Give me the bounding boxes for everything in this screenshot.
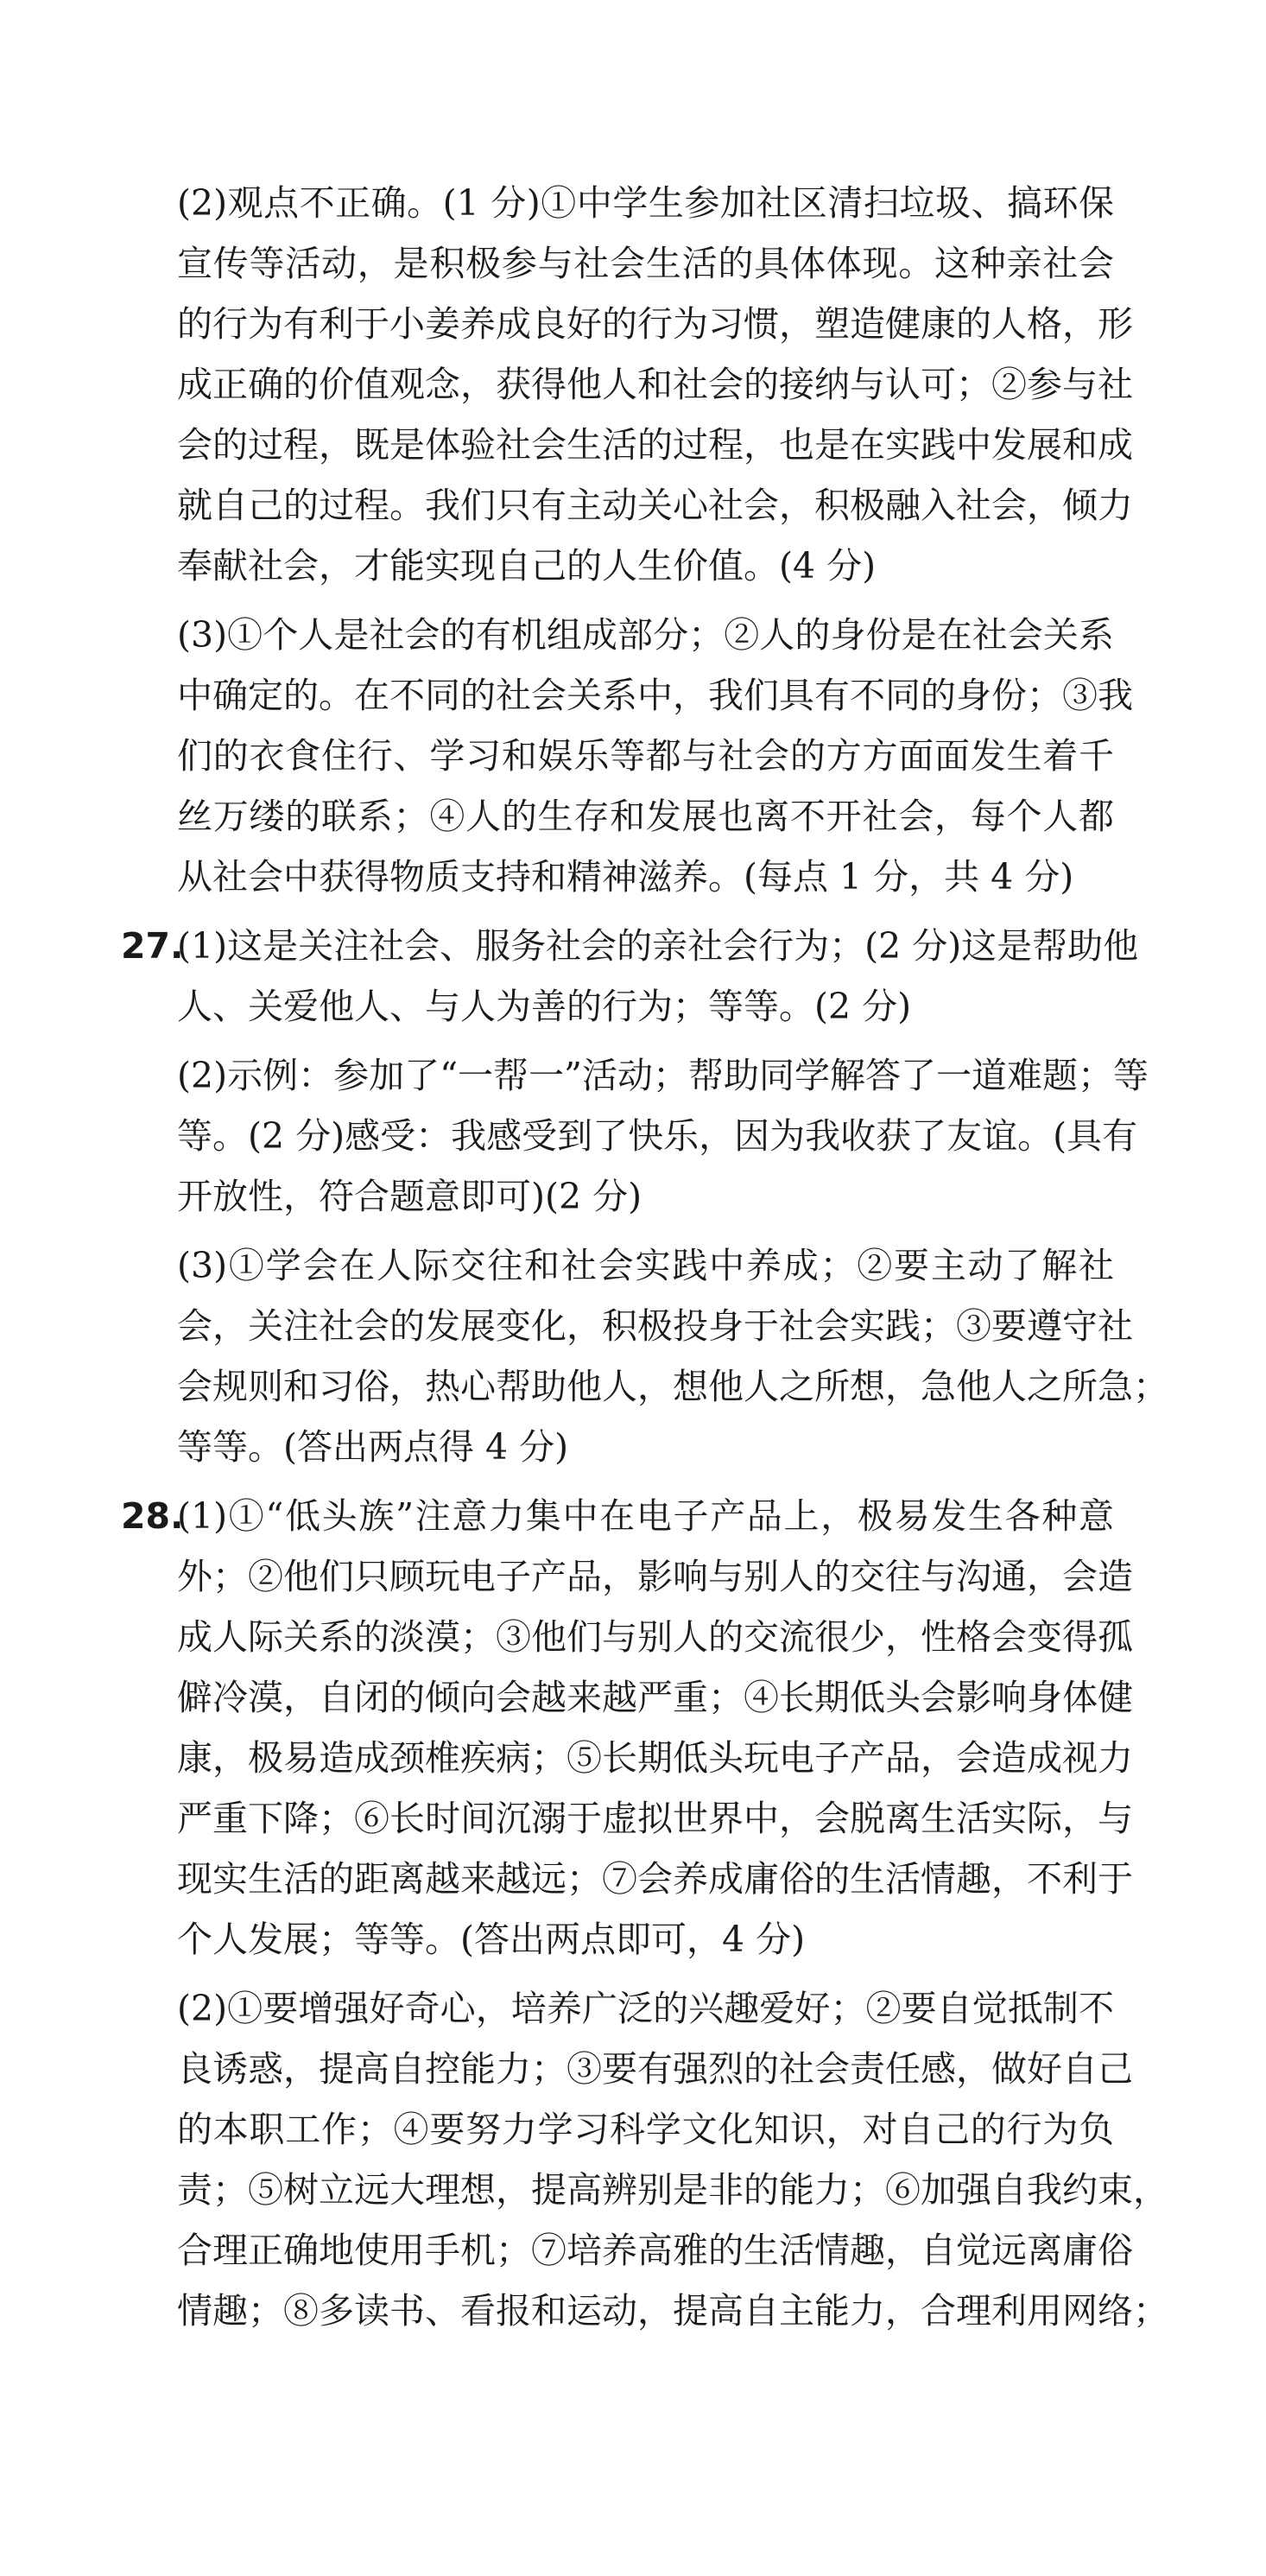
q28-part2-line-3: 的本职工作；④要努力学习科学文化知识，对自己的行为负 xyxy=(177,2109,1114,2150)
q28-part1-line-7: 现实生活的距离越来越远；⑦会养成庸俗的生活情趣，不利于 xyxy=(177,1858,1133,1900)
q28-part1-line-8: 个人发展；等等。(答出两点即可，4 分) xyxy=(177,1919,806,1960)
q27-part2-line-2: 等。(2 分)感受：我感受到了快乐，因为我收获了友谊。(具有 xyxy=(177,1115,1138,1157)
q28-part2-line-2: 良诱惑，提高自控能力；③要有强烈的社会责任感，做好自己 xyxy=(177,2048,1133,2090)
q27-part3-line-4: 等等。(答出两点得 4 分) xyxy=(177,1426,569,1468)
q27-part3-line-3: 会规则和习俗，热心帮助他人，想他人之所想，急他人之所急； xyxy=(177,1366,1168,1407)
q28-part1-line-6: 严重下降；⑥长时间沉溺于虚拟世界中，会脱离生活实际，与 xyxy=(177,1798,1133,1839)
q26-part3-line-5: 从社会中获得物质支持和精神滋养。(每点 1 分，共 4 分) xyxy=(177,856,1074,898)
q28-part2-line-5: 合理正确地使用手机；⑦培养高雅的生活情趣，自觉远离庸俗 xyxy=(177,2230,1133,2271)
q26-part3-line-2: 中确定的。在不同的社会关系中，我们具有不同的身份；③我 xyxy=(177,675,1133,716)
q26-part3-line-3: 们的衣食住行、学习和娱乐等都与社会的方方面面发生着千 xyxy=(177,735,1114,777)
q26-part2-line-4: 成正确的价值观念，获得他人和社会的接纳与认可；②参与社 xyxy=(177,364,1133,405)
q27-part3-line-1: (3)①学会在人际交往和社会实践中养成；②要主动了解社 xyxy=(177,1245,1114,1286)
q26-part2-line-7: 奉献社会，才能实现自己的人生价值。(4 分) xyxy=(177,545,877,587)
q27-part1-line-1: (1)这是关注社会、服务社会的亲社会行为；(2 分)这是帮助他 xyxy=(177,925,1139,967)
q27-part3-line-2: 会，关注社会的发展变化，积极投身于社会实践；③要遵守社 xyxy=(177,1305,1133,1347)
question-number-27: 27. xyxy=(121,925,184,967)
q28-part1-line-4: 僻冷漠，自闭的倾向会越来越严重；④长期低头会影响身体健 xyxy=(177,1677,1133,1718)
q28-part2-line-6: 情趣；⑧多读书、看报和运动，提高自主能力，合理利用网络； xyxy=(177,2290,1168,2332)
q26-part2-line-1: (2)观点不正确。(1 分)①中学生参加社区清扫垃圾、搞环保 xyxy=(177,182,1114,224)
q26-part2-line-6: 就自己的过程。我们只有主动关心社会，积极融入社会，倾力 xyxy=(177,485,1133,526)
q27-part1-line-2: 人、关爱他人、与人为善的行为；等等。(2 分) xyxy=(177,986,912,1027)
q27-part2-line-3: 开放性，符合题意即可)(2 分) xyxy=(177,1176,642,1217)
question-number-28: 28. xyxy=(121,1495,184,1537)
q27-part2-line-1: (2)示例：参加了“一帮一”活动；帮助同学解答了一道难题；等 xyxy=(177,1055,1149,1096)
q28-part1-line-5: 康，极易造成颈椎疾病；⑤长期低头玩电子产品，会造成视力 xyxy=(177,1737,1133,1779)
q26-part3-line-1: (3)①个人是社会的有机组成部分；②人的身份是在社会关系 xyxy=(177,614,1114,656)
q28-part1-line-1: (1)①“低头族”注意力集中在电子产品上，极易发生各种意 xyxy=(177,1495,1114,1537)
q28-part1-line-2: 外；②他们只顾玩电子产品，影响与别人的交往与沟通，会造 xyxy=(177,1556,1133,1597)
q26-part2-line-3: 的行为有利于小姜养成良好的行为习惯，塑造健康的人格，形 xyxy=(177,303,1133,345)
q26-part2-line-5: 会的过程，既是体验社会生活的过程，也是在实践中发展和成 xyxy=(177,424,1133,466)
q28-part2-line-1: (2)①要增强好奇心，培养广泛的兴趣爱好；②要自觉抵制不 xyxy=(177,1988,1114,2029)
q28-part1-line-3: 成人际关系的淡漠；③他们与别人的交流很少，性格会变得孤 xyxy=(177,1616,1133,1658)
q28-part2-line-4: 责；⑤树立远大理想，提高辨别是非的能力；⑥加强自我约束， xyxy=(177,2169,1168,2211)
q26-part2-line-2: 宣传等活动，是积极参与社会生活的具体体现。这种亲社会 xyxy=(177,243,1114,284)
q26-part3-line-4: 丝万缕的联系；④人的生存和发展也离不开社会，每个人都 xyxy=(177,796,1114,837)
